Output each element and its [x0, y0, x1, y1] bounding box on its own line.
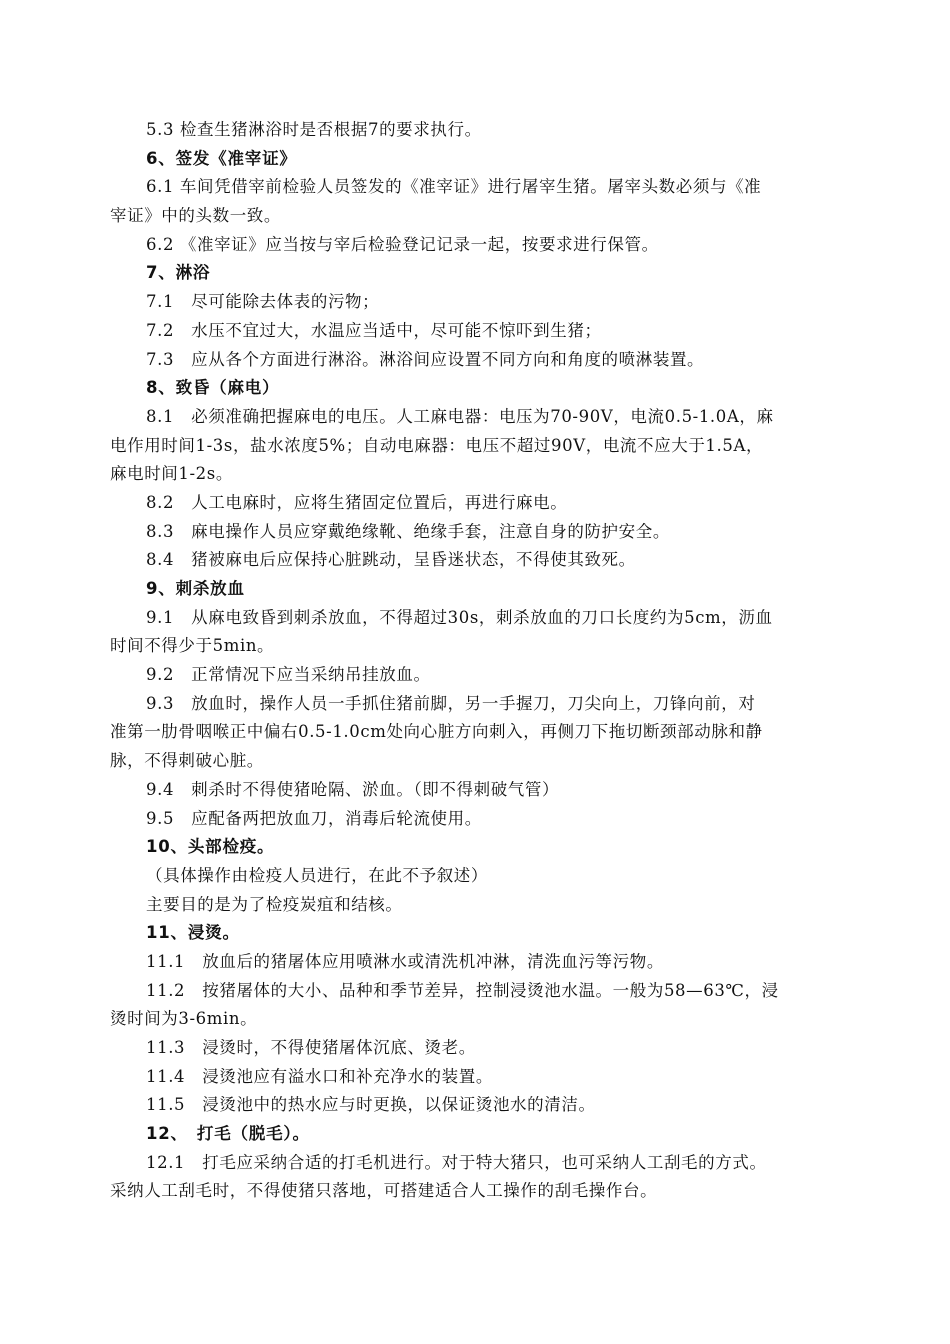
paragraph-10-note: （具体操作由检疫人员进行，在此不予叙述） — [146, 865, 488, 885]
paragraph-5-3: 5.3 检查生猪淋浴时是否根据7的要求执行。 — [146, 120, 482, 139]
heading-11: 11、浸烫。 — [146, 923, 240, 943]
paragraph-8-1-cont: 电作用时间1-3s，盐水浓度5%；自动电麻器：电压不超过90V，电流不应大于1.5A， — [110, 435, 764, 455]
paragraph-8-2: 8.2 人工电麻时，应将生猪固定位置后，再进行麻电。 — [146, 492, 568, 512]
heading-7: 7、淋浴 — [146, 263, 211, 283]
paragraph-9-3: 9.3 放血时，操作人员一手抓住猪前脚，另一手握刀，刀尖向上，刀锋向前，对 — [146, 693, 756, 713]
paragraph-11-4: 11.4 浸烫池应有溢水口和补充净水的装置。 — [146, 1066, 493, 1086]
paragraph-7-3: 7.3 应从各个方面进行淋浴。淋浴间应设置不同方向和角度的喷淋装置。 — [146, 349, 705, 369]
heading-6: 6、签发《准宰证》 — [146, 148, 297, 168]
paragraph-9-2: 9.2 正常情况下应当采纳吊挂放血。 — [146, 665, 431, 685]
paragraph-9-5: 9.5 应配备两把放血刀，消毒后轮流使用。 — [146, 808, 482, 828]
paragraph-8-1: 8.1 必须准确把握麻电的电压。人工麻电器：电压为70-90V，电流0.5-1.0A，麻 — [146, 406, 774, 426]
paragraph-8-4: 8.4 猪被麻电后应保持心脏跳动，呈昏迷状态，不得使其致死。 — [146, 550, 636, 570]
paragraph-11-5: 11.5 浸烫池中的热水应与时更换，以保证烫池水的清洁。 — [146, 1095, 596, 1115]
paragraph-7-1: 7.1 尽可能除去体表的污物； — [146, 292, 380, 312]
paragraph-9-4: 9.4 刺杀时不得使猪呛隔、淤血。（即不得刺破气管） — [146, 779, 560, 799]
paragraph-8-3: 8.3 麻电操作人员应穿戴绝缘靴、绝缘手套，注意自身的防护安全。 — [146, 521, 670, 541]
paragraph-9-1: 9.1 从麻电致昏到刺杀放血，不得超过30s，刺杀放血的刀口长度约为5cm，沥血 — [146, 607, 773, 627]
document-body — [110, 116, 846, 1206]
paragraph-11-2-cont: 烫时间为3-6min。 — [110, 1009, 258, 1029]
heading-9: 9、刺杀放血 — [146, 579, 245, 598]
paragraph-9-3-cont2: 脉，不得刺破心脏。 — [110, 751, 264, 771]
paragraph-7-2: 7.2 水压不宜过大，水温应当适中，尽可能不惊吓到生猪； — [146, 320, 602, 340]
heading-10: 10、头部检疫。 — [146, 837, 275, 857]
paragraph-6-2: 6.2 《准宰证》应当按与宰后检验登记记录一起，按要求进行保管。 — [146, 234, 659, 254]
paragraph-11-3: 11.3 浸烫时，不得使猪屠体沉底、烫老。 — [146, 1038, 476, 1057]
paragraph-12-1: 12.1 打毛应采纳合适的打毛机进行。对于特大猪只，也可采纳人工刮毛的方式。 — [146, 1152, 767, 1172]
heading-12: 12、 打毛（脱毛）。 — [146, 1124, 310, 1144]
paragraph-6-1-cont: 宰证》中的头数一致。 — [110, 206, 281, 226]
paragraph-9-1-cont: 时间不得少于5min。 — [110, 636, 275, 656]
paragraph-11-2: 11.2 按猪屠体的大小、品种和季节差异，控制浸烫池水温。一般为58—63℃，浸 — [146, 980, 779, 1000]
heading-8: 8、致昏（麻电） — [146, 378, 280, 398]
paragraph-6-1: 6.1 车间凭借宰前检验人员签发的《准宰证》进行屠宰生猪。屠宰头数必须与《准 — [146, 177, 762, 197]
paragraph-9-3-cont: 准第一肋骨咽喉正中偏右0.5-1.0cm处向心脏方向刺入，再侧刀下拖切断颈部动脉和静 — [110, 722, 763, 742]
paragraph-10-purpose: 主要目的是为了检疫炭疽和结核。 — [146, 894, 403, 914]
paragraph-12-1-cont: 采纳人工刮毛时，不得使猪只落地，可搭建适合人工操作的刮毛操作台。 — [110, 1181, 658, 1201]
paragraph-11-1: 11.1 放血后的猪屠体应用喷淋水或清洗机冲淋，清洗血污等污物。 — [146, 951, 664, 971]
paragraph-8-1-cont2: 麻电时间1-2s。 — [110, 464, 233, 484]
